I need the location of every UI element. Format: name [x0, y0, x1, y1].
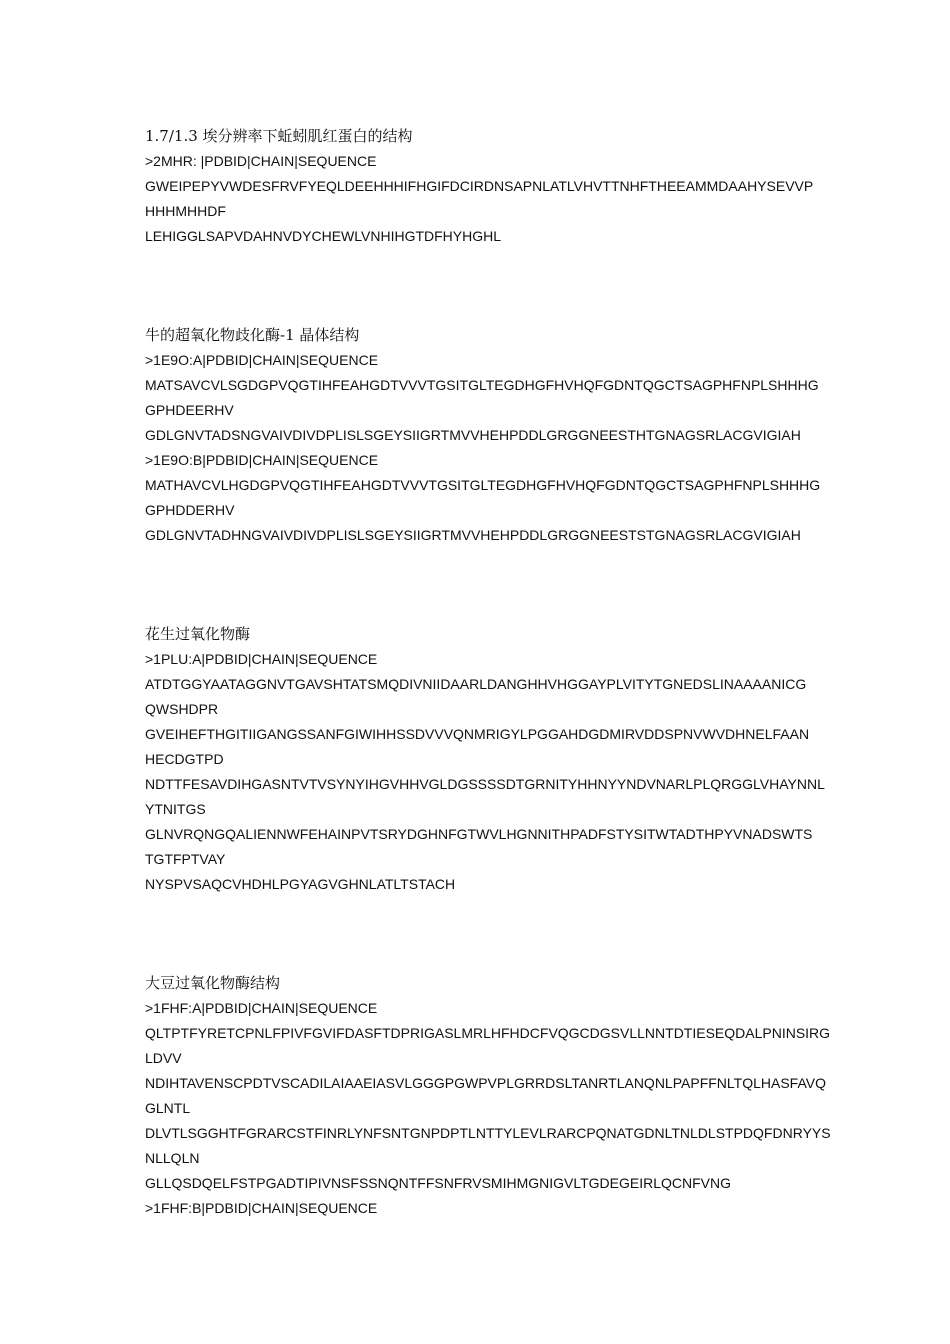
section-soybean-peroxidase [145, 971, 831, 1221]
sequence-line: QWSHDPR [145, 701, 219, 717]
sequence-line: GLNVRQNGQALIENNWFEHAINPVTSRYDGHNFGTWVLHGNNITHPADFSTYSITWTADTHPYVNADSWTS [145, 826, 813, 842]
sequence-line: LEHIGGLSAPVDAHNVDYCHEWLVNHIHGTDFHYHGHL [145, 228, 502, 244]
sequence-line: GDLGNVTADSNGVAIVDIVDPLISLSGEYSIIGRTMVVHEHPDDLGRGGNEESTHTGNAGSRLACGVIGIAH [145, 427, 801, 443]
sequence-line: HECDGTPD [145, 751, 224, 767]
sequence-line: GLNTL [145, 1100, 191, 1116]
sequence-line: LDVV [145, 1050, 182, 1066]
fasta-header: >1PLU:A|PDBID|CHAIN|SEQUENCE [145, 651, 378, 667]
sequence-line: MATHAVCVLHGDGPVQGTIHFEAHGDTVVVTGSITGLTEGDHGFHVHQFGDNTQGCTSAGPHFNPLSHHHG [145, 477, 821, 493]
fasta-header: >1FHF:A|PDBID|CHAIN|SEQUENCE [145, 1000, 378, 1016]
fasta-header: >1E9O:B|PDBID|CHAIN|SEQUENCE [145, 452, 379, 468]
sequence-line: NDIHTAVENSCPDTVSCADILAIAAEIASVLGGGPGWPVPLGRRDSLTANRTLANQNLPAPFFNLTQLHASFAVQ [145, 1075, 826, 1091]
sequence-line: TGTFPTVAY [145, 851, 226, 867]
section-peanut-peroxidase [145, 622, 825, 897]
sequence-line: NDTTFESAVDIHGASNTVTVSYNYIHGVHHVGLDGSSSSDTGRNITYHHNYYNDVNARLPLQRGGLVHAYNNL [145, 776, 825, 792]
sequence-line: GVEIHEFTHGITIIGANGSSANFGIWIHHSSDVVVQNMRIGYLPGGAHDGDMIRVDDSPNVWVDHNELFAAN [145, 726, 810, 742]
fasta-header: >2MHR: |PDBID|CHAIN|SEQUENCE [145, 153, 377, 169]
section-title: 花生过氧化物酶 [145, 625, 251, 643]
fasta-header: >1E9O:A|PDBID|CHAIN|SEQUENCE [145, 352, 379, 368]
section-title: 大豆过氧化物酶结构 [145, 974, 281, 992]
sequence-line: QLTPTFYRETCPNLFPIVFGVIFDASFTDPRIGASLMRLHFHDCFVQGCDGSVLLNNTDTIESEQDALPNINSIRG [145, 1025, 831, 1041]
sequence-line: YTNITGS [145, 801, 206, 817]
section-title: 牛的超氧化物歧化酶-1 晶体结构 [145, 326, 360, 344]
sequence-line: GLLQSDQELFSTPGADTIPIVNSFSSNQNTFFSNFRVSMIHMGNIGVLTGDEGEIRLQCNFVNG [145, 1175, 732, 1191]
sequence-line: DLVTLSGGHTFGRARCSTFINRLYNFSNTGNPDPTLNTTYLEVLRARCPQNATGDNLTNLDLSTPDQFDNRYYS [145, 1125, 831, 1141]
fasta-header: >1FHF:B|PDBID|CHAIN|SEQUENCE [145, 1200, 378, 1216]
sequence-line: GWEIPEPYVWDESFRVFYEQLDEEHHHIFHGIFDCIRDNSAPNLATLVHVTTNHFTHEEAMMDAAHYSEVVP [145, 178, 814, 194]
sequence-line: HHHMHHDF [145, 203, 226, 219]
sequence-line: MATSAVCVLSGDGPVQGTIHFEAHGDTVVVTGSITGLTEGDHGFHVHQFGDNTQGCTSAGPHFNPLSHHHG [145, 377, 819, 393]
sequence-line: GPHDEERHV [145, 402, 234, 418]
section-bovine-sod1 [145, 323, 825, 548]
sequence-line: NYSPVSAQCVHDHLPGYAGVGHNLATLTSTACH [145, 876, 456, 892]
sequence-line: NLLQLN [145, 1150, 200, 1166]
sequence-line: GPHDDERHV [145, 502, 235, 518]
sequence-line: GDLGNVTADHNGVAIVDIVDPLISLSGEYSIIGRTMVVHEHPDDLGRGGNEESTSTGNAGSRLACGVIGIAH [145, 527, 801, 543]
sequence-line: ATDTGGYAATAGGNVTGAVSHTATSMQDIVNIIDAARLDANGHHVHGGAYPLVITYTGNEDSLINAAAANICG [145, 676, 807, 692]
section-earthworm-myoglobin [145, 124, 825, 249]
section-title: 1.7/1.3 埃分辨率下蚯蚓肌红蛋白的结构 [145, 127, 413, 145]
